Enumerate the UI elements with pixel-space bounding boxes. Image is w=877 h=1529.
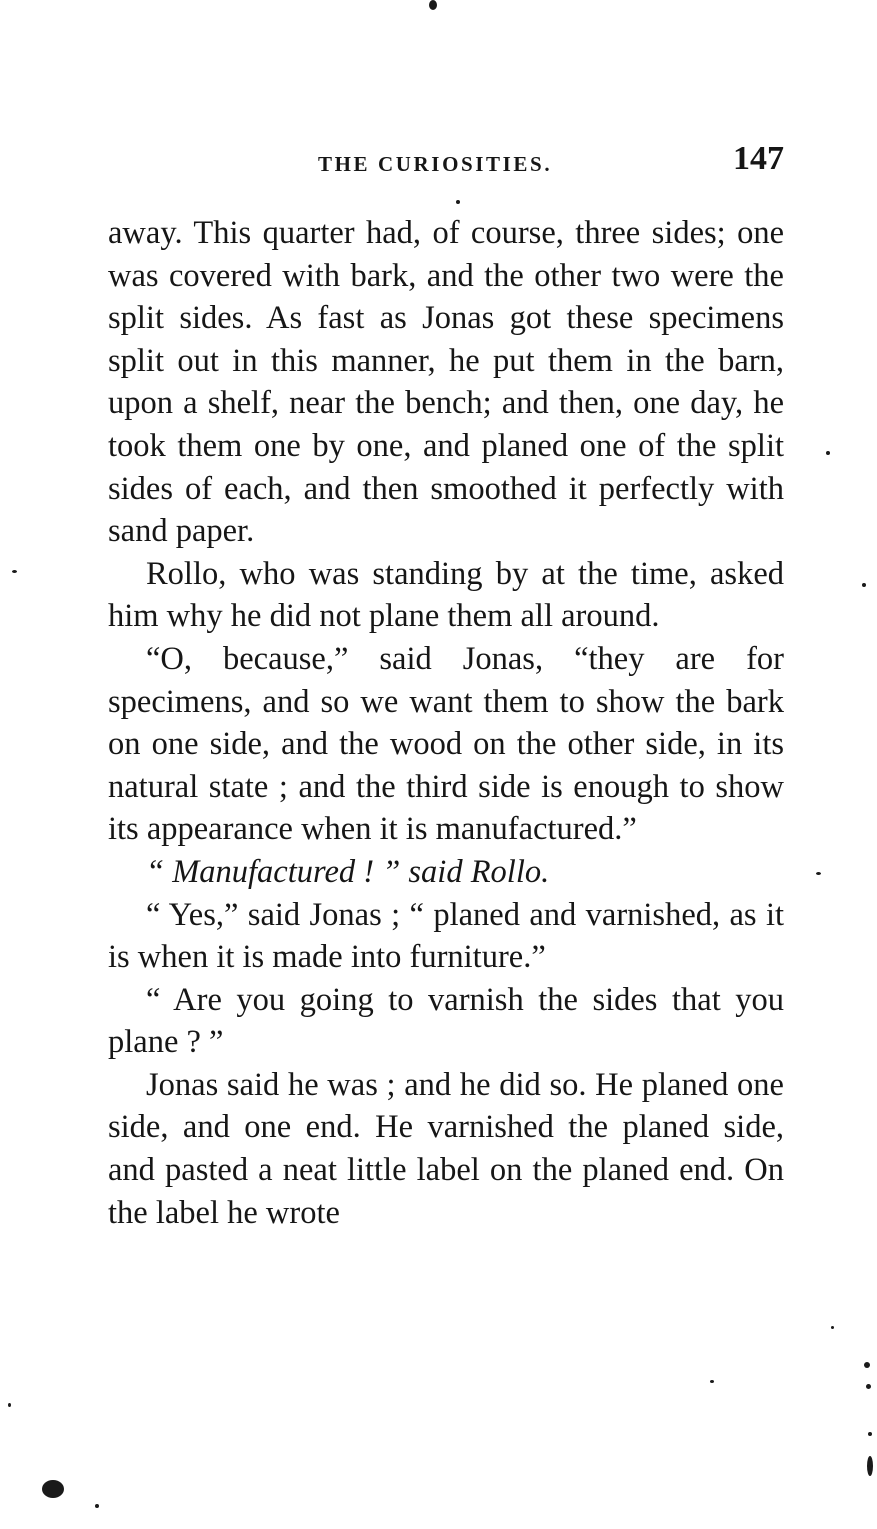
paragraph-6: “ Are you going to varnish the sides that you plane ? ”: [108, 981, 784, 1061]
ink-speck: [868, 1432, 872, 1436]
paragraph-5: “ Yes,” said Jonas ; “ planed and varnished, as it is when it is made into furniture.”: [108, 896, 784, 976]
running-head: [108, 140, 784, 188]
ink-speck: [456, 200, 460, 204]
ink-speck: [8, 1403, 11, 1407]
paragraph-7: Jonas said he was ; and he did so. He planed one side, and one end. He varnished the planed side, and pasted a neat little label on the planed end. On the label he wrote: [108, 1066, 784, 1231]
ink-speck: [95, 1504, 99, 1508]
ink-speck: [866, 1384, 871, 1389]
ink-speck: [710, 1380, 714, 1383]
ink-speck: [867, 1456, 873, 1476]
ink-speck: [831, 1326, 834, 1329]
page-number: 147: [733, 140, 784, 177]
body-text: [108, 212, 784, 1234]
paragraph-2: Rollo, who was standing by at the time, asked him why he did not plane them all around.: [108, 555, 784, 635]
ink-speck: [12, 570, 17, 573]
ink-speck: [826, 451, 830, 455]
ink-speck: [816, 872, 821, 875]
ink-speck: [862, 583, 866, 587]
ink-speck: [864, 1362, 870, 1368]
paragraph-1: away. This quarter had, of course, three sides; one was covered with bark, and the other two were the split sides. As fast as Jonas got these specimens split out in this manner, he put them in the barn, upon a shelf, near the bench; and then, one day, he took them one by one, and planed one of the split sides of each, and then smoothed it perfectly with sand paper.: [108, 215, 784, 550]
paragraph-3: “O, because,” said Jonas, “they are for specimens, and so we want them to show the bark on one side, and the wood on the other side, in its natural state ; and the third side is enough to show its appearance when it is manufactured.”: [108, 640, 784, 848]
running-title: THE CURIOSITIES.: [318, 152, 553, 176]
ink-blot: [42, 1480, 64, 1498]
paragraph-4: “ Manufactured ! ” said Rollo.: [146, 853, 550, 890]
ink-speck-top: [429, 0, 437, 10]
